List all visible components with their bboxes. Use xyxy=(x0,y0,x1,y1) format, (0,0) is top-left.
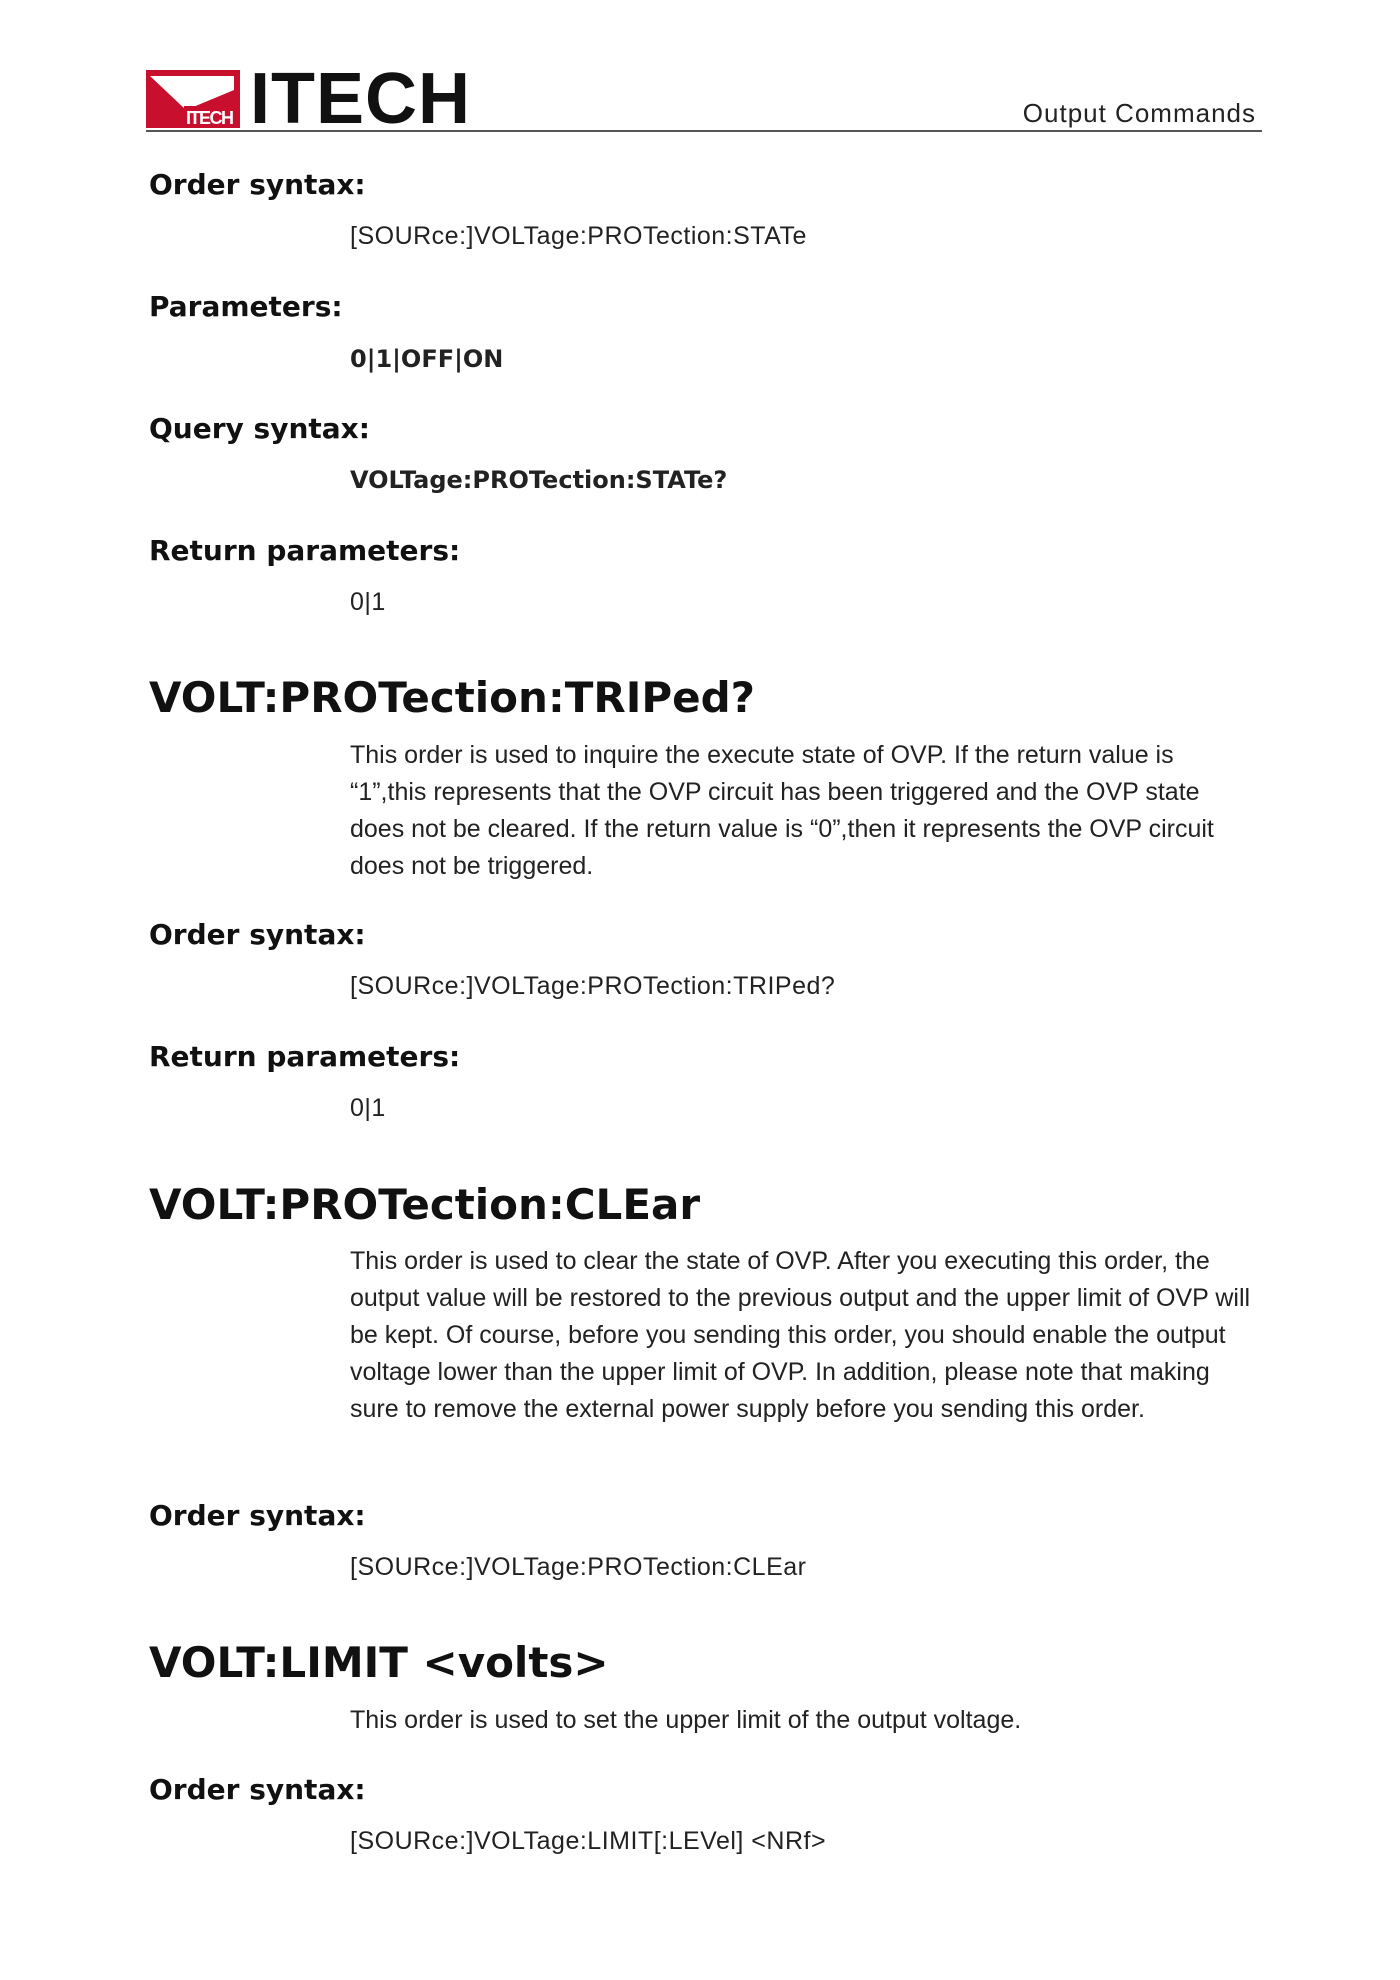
itech-logo-mark-icon xyxy=(146,70,240,128)
query-syntax-value: VOLTage:PROTection:STATe? xyxy=(350,466,728,494)
command-description: This order is used to set the upper limit of the output voltage. xyxy=(350,1706,1022,1734)
parameters-label: Parameters: xyxy=(149,290,343,323)
logo-mark-text: ITECH xyxy=(186,108,234,128)
order-syntax-label: Order syntax: xyxy=(149,1773,366,1806)
order-syntax-value: [SOURce:]VOLTage:PROTection:TRIPed? xyxy=(350,972,836,1000)
return-parameters-label: Return parameters: xyxy=(149,1040,461,1073)
order-syntax-value: [SOURce:]VOLTage:PROTection:STATe xyxy=(350,222,807,250)
command-description: This order is used to clear the state of OVP. After you executing this order, the output value will be restored to the previous output and the upper limit of OVP will be kept. Of course, before you sending this order, you should enable the output voltage lower than the upper limit of OVP. In addition, please note that making sure to remove the external power supply before you sending this order. xyxy=(350,1247,1251,1423)
return-parameters-value: 0|1 xyxy=(350,588,386,616)
logo-wordmark: ITECH xyxy=(250,59,471,139)
page-header xyxy=(146,59,1262,139)
query-syntax-label: Query syntax: xyxy=(149,412,370,445)
section-title: Output Commands xyxy=(1022,98,1256,128)
parameters-value: 0|1|OFF|ON xyxy=(350,345,504,373)
header-divider xyxy=(146,130,1262,132)
command-heading: VOLT:PROTection:TRIPed? xyxy=(149,673,756,722)
order-syntax-label: Order syntax: xyxy=(149,1499,366,1532)
command-heading: VOLT:LIMIT <volts> xyxy=(149,1638,609,1687)
return-parameters-label: Return parameters: xyxy=(149,534,461,567)
command-description: This order is used to inquire the execute state of OVP. If the return value is “1”,this represents that the OVP circuit has been triggered and the OVP state does not be cleared. If the return value is “0”,then it represents the OVP circuit does not be triggered. xyxy=(350,741,1214,880)
itech-logo xyxy=(146,59,471,139)
return-parameters-value: 0|1 xyxy=(350,1094,386,1122)
order-syntax-label: Order syntax: xyxy=(149,168,366,201)
order-syntax-value: [SOURce:]VOLTage:PROTection:CLEar xyxy=(350,1553,807,1581)
order-syntax-value: [SOURce:]VOLTage:LIMIT[:LEVel] <NRf> xyxy=(350,1827,827,1855)
order-syntax-label: Order syntax: xyxy=(149,918,366,951)
command-heading: VOLT:PROTection:CLEar xyxy=(149,1180,701,1229)
